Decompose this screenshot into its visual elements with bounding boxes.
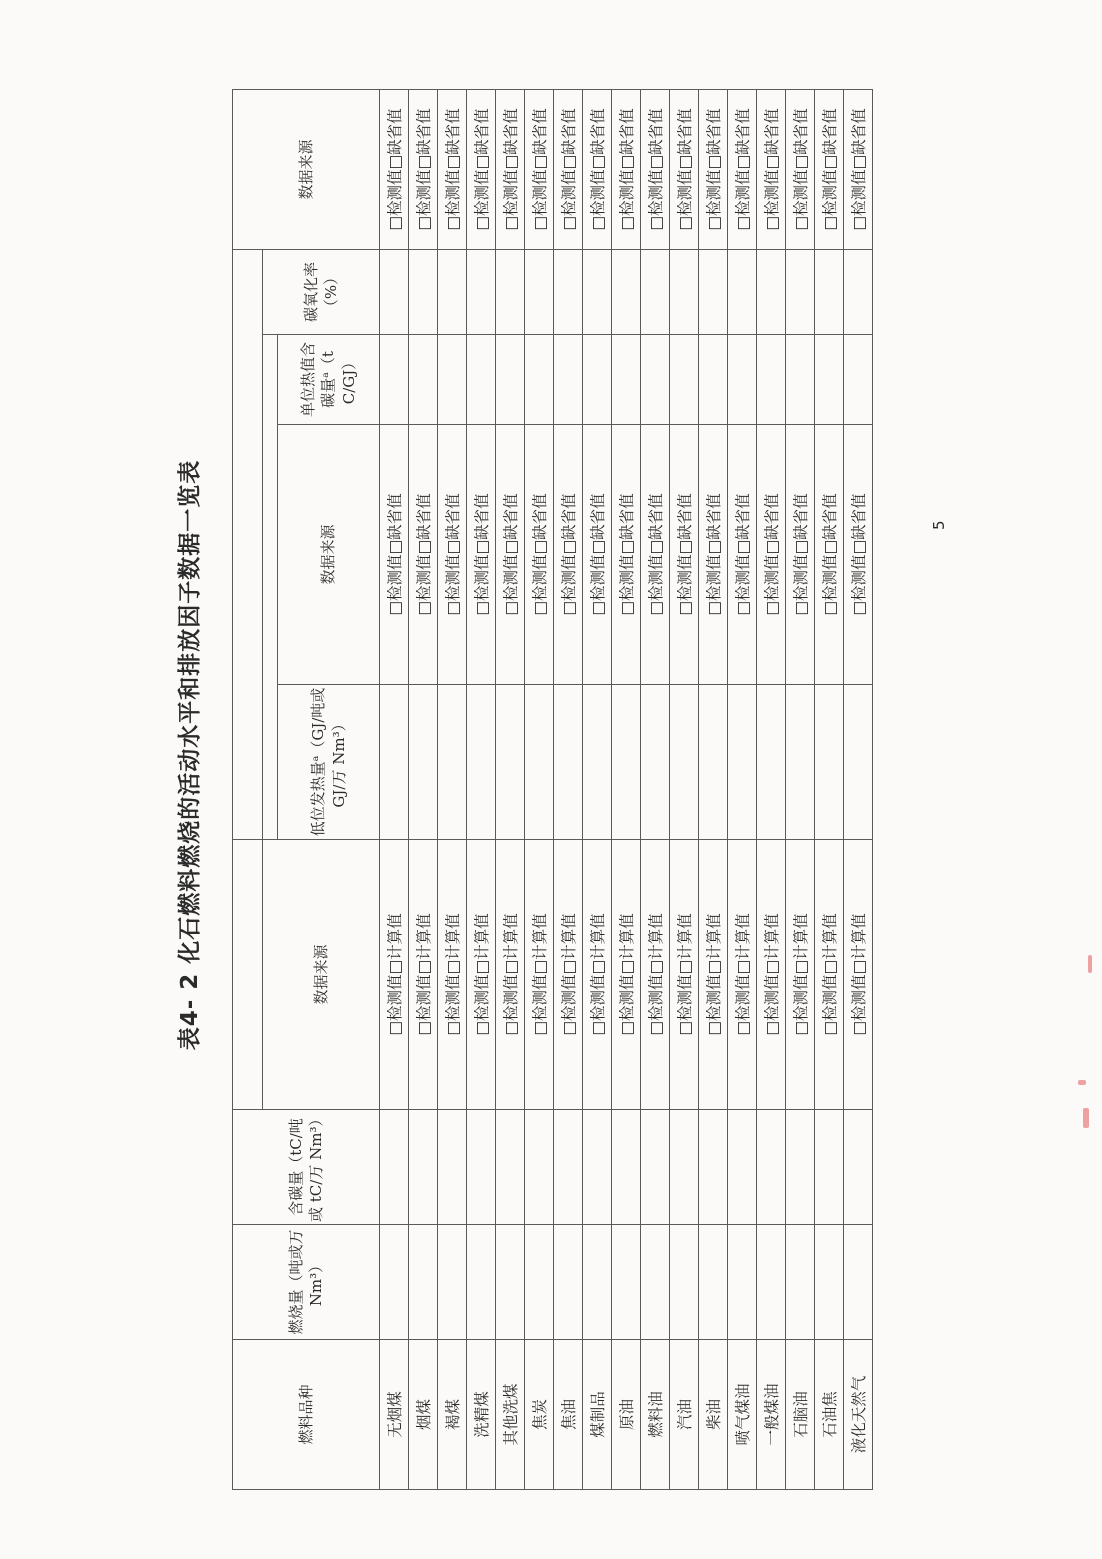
table-row bbox=[583, 90, 612, 1490]
carbon-content-cell bbox=[670, 1110, 699, 1225]
table-row bbox=[757, 90, 786, 1490]
source-option-cell[interactable]: □检测值□缺省值 bbox=[496, 425, 525, 685]
oxidation-rate-cell bbox=[699, 250, 728, 335]
ncv-cell bbox=[786, 685, 815, 840]
carbon-per-heat-cell bbox=[496, 335, 525, 425]
carbon-content-cell bbox=[554, 1110, 583, 1225]
source-option-cell[interactable]: □检测值□缺省值 bbox=[496, 90, 525, 250]
fuel-name-cell: 石脑油 bbox=[786, 1340, 815, 1490]
table-row bbox=[467, 90, 496, 1490]
carbon-per-heat-cell bbox=[815, 335, 844, 425]
carbon-per-heat-cell bbox=[757, 335, 786, 425]
source-option-cell[interactable]: □检测值□计算值 bbox=[496, 840, 525, 1110]
oxidation-rate-cell bbox=[612, 250, 641, 335]
consumption-cell bbox=[641, 1225, 670, 1340]
ncv-cell bbox=[844, 685, 873, 840]
source-option-cell[interactable]: □检测值□缺省值 bbox=[554, 90, 583, 250]
header-source-1: 数据来源 bbox=[263, 840, 380, 1110]
rotated-sheet bbox=[160, 20, 1060, 1490]
consumption-cell bbox=[786, 1225, 815, 1340]
source-option-cell[interactable]: □检测值□计算值 bbox=[525, 840, 554, 1110]
fuel-name-cell: 洗精煤 bbox=[467, 1340, 496, 1490]
ncv-cell bbox=[525, 685, 554, 840]
fuel-name-cell: 一般煤油 bbox=[757, 1340, 786, 1490]
carbon-per-heat-cell bbox=[583, 335, 612, 425]
source-option-cell[interactable]: □检测值□缺省值 bbox=[815, 90, 844, 250]
header-carbon-per-heat: 单位热值含碳量ᵃ（t C/GJ） bbox=[278, 335, 380, 425]
source-option-cell[interactable]: □检测值□缺省值 bbox=[844, 90, 873, 250]
fuel-name-cell: 柴油 bbox=[699, 1340, 728, 1490]
header-fuel-type: 燃料品种 bbox=[233, 1340, 380, 1490]
consumption-cell bbox=[380, 1225, 409, 1340]
fuel-name-cell: 煤制品 bbox=[583, 1340, 612, 1490]
carbon-per-heat-cell bbox=[844, 335, 873, 425]
table-row bbox=[409, 90, 438, 1490]
fuel-name-cell: 原油 bbox=[612, 1340, 641, 1490]
carbon-content-cell bbox=[699, 1110, 728, 1225]
consumption-cell bbox=[409, 1225, 438, 1340]
table-row bbox=[670, 90, 699, 1490]
source-option-cell[interactable]: □检测值□计算值 bbox=[612, 840, 641, 1110]
source-option-cell[interactable]: □检测值□缺省值 bbox=[438, 425, 467, 685]
oxidation-rate-cell bbox=[409, 250, 438, 335]
source-option-cell[interactable]: □检测值□计算值 bbox=[467, 840, 496, 1110]
source-option-cell[interactable]: □检测值□缺省值 bbox=[699, 425, 728, 685]
carbon-content-cell bbox=[612, 1110, 641, 1225]
source-option-cell[interactable]: □检测值□缺省值 bbox=[728, 425, 757, 685]
oxidation-rate-cell bbox=[380, 250, 409, 335]
table-row bbox=[815, 90, 844, 1490]
source-option-cell[interactable]: □检测值□缺省值 bbox=[612, 90, 641, 250]
source-option-cell[interactable]: □检测值□缺省值 bbox=[409, 90, 438, 250]
source-option-cell[interactable]: □检测值□缺省值 bbox=[525, 90, 554, 250]
fuel-data-table bbox=[232, 89, 873, 1490]
oxidation-rate-cell bbox=[728, 250, 757, 335]
header-empty-3 bbox=[263, 335, 278, 840]
carbon-per-heat-cell bbox=[728, 335, 757, 425]
page-number: 5 bbox=[930, 520, 948, 530]
source-option-cell[interactable]: □检测值□缺省值 bbox=[380, 425, 409, 685]
source-option-cell[interactable]: □检测值□计算值 bbox=[844, 840, 873, 1110]
table-row bbox=[525, 90, 554, 1490]
consumption-cell bbox=[612, 1225, 641, 1340]
fuel-name-cell: 无烟煤 bbox=[380, 1340, 409, 1490]
carbon-content-cell bbox=[641, 1110, 670, 1225]
consumption-cell bbox=[525, 1225, 554, 1340]
source-option-cell[interactable]: □检测值□计算值 bbox=[583, 840, 612, 1110]
source-option-cell[interactable]: □检测值□计算值 bbox=[554, 840, 583, 1110]
table-row bbox=[438, 90, 467, 1490]
fuel-name-cell: 其他洗煤 bbox=[496, 1340, 525, 1490]
table-body bbox=[380, 90, 873, 1490]
source-option-cell[interactable]: □检测值□缺省值 bbox=[583, 425, 612, 685]
carbon-content-cell bbox=[815, 1110, 844, 1225]
ncv-cell bbox=[641, 685, 670, 840]
source-option-cell[interactable]: □检测值□计算值 bbox=[815, 840, 844, 1110]
ncv-cell bbox=[380, 685, 409, 840]
source-option-cell[interactable]: □检测值□缺省值 bbox=[699, 90, 728, 250]
carbon-per-heat-cell bbox=[467, 335, 496, 425]
source-option-cell[interactable]: □检测值□计算值 bbox=[641, 840, 670, 1110]
header-empty-2 bbox=[233, 250, 263, 840]
carbon-content-cell bbox=[438, 1110, 467, 1225]
oxidation-rate-cell bbox=[525, 250, 554, 335]
carbon-per-heat-cell bbox=[525, 335, 554, 425]
source-option-cell[interactable]: □检测值□计算值 bbox=[757, 840, 786, 1110]
ncv-cell bbox=[757, 685, 786, 840]
source-option-cell[interactable]: □检测值□缺省值 bbox=[554, 425, 583, 685]
source-option-cell[interactable]: □检测值□缺省值 bbox=[728, 90, 757, 250]
header-source-4: 数据来源 bbox=[233, 90, 380, 250]
consumption-cell bbox=[815, 1225, 844, 1340]
oxidation-rate-cell bbox=[496, 250, 525, 335]
table-row bbox=[699, 90, 728, 1490]
fuel-name-cell: 焦炭 bbox=[525, 1340, 554, 1490]
consumption-cell bbox=[554, 1225, 583, 1340]
source-option-cell[interactable]: □检测值□缺省值 bbox=[670, 425, 699, 685]
oxidation-rate-cell bbox=[757, 250, 786, 335]
carbon-per-heat-cell bbox=[612, 335, 641, 425]
fuel-name-cell: 燃料油 bbox=[641, 1340, 670, 1490]
table-row bbox=[380, 90, 409, 1490]
source-option-cell[interactable]: □检测值□计算值 bbox=[670, 840, 699, 1110]
ncv-cell bbox=[496, 685, 525, 840]
oxidation-rate-cell bbox=[786, 250, 815, 335]
source-option-cell[interactable]: □检测值□缺省值 bbox=[641, 425, 670, 685]
fuel-name-cell: 焦油 bbox=[554, 1340, 583, 1490]
carbon-per-heat-cell bbox=[786, 335, 815, 425]
oxidation-rate-cell bbox=[670, 250, 699, 335]
consumption-cell bbox=[467, 1225, 496, 1340]
table-row bbox=[641, 90, 670, 1490]
source-option-cell[interactable]: □检测值□缺省值 bbox=[525, 425, 554, 685]
consumption-cell bbox=[699, 1225, 728, 1340]
fuel-name-cell: 褐煤 bbox=[438, 1340, 467, 1490]
table-row bbox=[728, 90, 757, 1490]
table-caption: 表4- 2 化石燃料燃烧的活动水平和排放因子数据一览表 bbox=[177, 459, 203, 1051]
source-option-cell[interactable]: □检测值□缺省值 bbox=[467, 425, 496, 685]
fuel-name-cell: 喷气煤油 bbox=[728, 1340, 757, 1490]
carbon-per-heat-cell bbox=[380, 335, 409, 425]
source-option-cell[interactable]: □检测值□缺省值 bbox=[757, 425, 786, 685]
ncv-cell bbox=[583, 685, 612, 840]
source-option-cell[interactable]: □检测值□计算值 bbox=[786, 840, 815, 1110]
fuel-name-cell: 石油焦 bbox=[815, 1340, 844, 1490]
table-row bbox=[786, 90, 815, 1490]
carbon-content-cell bbox=[728, 1110, 757, 1225]
consumption-cell bbox=[583, 1225, 612, 1340]
carbon-content-cell bbox=[496, 1110, 525, 1225]
scan-mark bbox=[1083, 1108, 1089, 1128]
source-option-cell[interactable]: □检测值□缺省值 bbox=[641, 90, 670, 250]
scan-mark bbox=[1078, 1080, 1086, 1085]
table-container bbox=[232, 90, 873, 1490]
carbon-content-cell bbox=[525, 1110, 554, 1225]
oxidation-rate-cell bbox=[815, 250, 844, 335]
carbon-content-cell bbox=[409, 1110, 438, 1225]
oxidation-rate-cell bbox=[844, 250, 873, 335]
carbon-per-heat-cell bbox=[641, 335, 670, 425]
consumption-cell bbox=[496, 1225, 525, 1340]
carbon-content-cell bbox=[757, 1110, 786, 1225]
source-option-cell[interactable]: □检测值□缺省值 bbox=[380, 90, 409, 250]
consumption-cell bbox=[728, 1225, 757, 1340]
ncv-cell bbox=[438, 685, 467, 840]
fuel-name-cell: 烟煤 bbox=[409, 1340, 438, 1490]
source-option-cell[interactable]: □检测值□缺省值 bbox=[815, 425, 844, 685]
header-consumption: 燃烧量（吨或万 Nm³） bbox=[233, 1225, 380, 1340]
ncv-cell bbox=[467, 685, 496, 840]
ncv-cell bbox=[670, 685, 699, 840]
oxidation-rate-cell bbox=[467, 250, 496, 335]
header-carbon-content: 含碳量（tC/吨或 tC/万 Nm³） bbox=[233, 1110, 380, 1225]
ncv-cell bbox=[554, 685, 583, 840]
source-option-cell[interactable]: □检测值□缺省值 bbox=[786, 90, 815, 250]
carbon-per-heat-cell bbox=[409, 335, 438, 425]
source-option-cell[interactable]: □检测值□缺省值 bbox=[438, 90, 467, 250]
source-option-cell[interactable]: □检测值□缺省值 bbox=[786, 425, 815, 685]
carbon-per-heat-cell bbox=[554, 335, 583, 425]
source-option-cell[interactable]: □检测值□缺省值 bbox=[409, 425, 438, 685]
source-option-cell[interactable]: □检测值□缺省值 bbox=[757, 90, 786, 250]
header-source-2: 数据来源 bbox=[278, 425, 380, 685]
table-row bbox=[612, 90, 641, 1490]
carbon-per-heat-cell bbox=[438, 335, 467, 425]
carbon-per-heat-cell bbox=[670, 335, 699, 425]
ncv-cell bbox=[815, 685, 844, 840]
ncv-cell bbox=[612, 685, 641, 840]
oxidation-rate-cell bbox=[438, 250, 467, 335]
source-option-cell[interactable]: □检测值□缺省值 bbox=[467, 90, 496, 250]
scan-mark bbox=[1088, 955, 1092, 973]
table-row bbox=[844, 90, 873, 1490]
ncv-cell bbox=[699, 685, 728, 840]
table-row bbox=[496, 90, 525, 1490]
source-option-cell[interactable]: □检测值□缺省值 bbox=[670, 90, 699, 250]
fuel-name-cell: 液化天然气 bbox=[844, 1340, 873, 1490]
carbon-content-cell bbox=[467, 1110, 496, 1225]
oxidation-rate-cell bbox=[554, 250, 583, 335]
source-option-cell[interactable]: □检测值□计算值 bbox=[699, 840, 728, 1110]
consumption-cell bbox=[757, 1225, 786, 1340]
source-option-cell[interactable]: □检测值□缺省值 bbox=[612, 425, 641, 685]
carbon-content-cell bbox=[583, 1110, 612, 1225]
source-option-cell[interactable]: □检测值□缺省值 bbox=[583, 90, 612, 250]
consumption-cell bbox=[670, 1225, 699, 1340]
header-oxidation-rate: 碳氧化率（%） bbox=[263, 250, 380, 335]
source-option-cell[interactable]: □检测值□计算值 bbox=[728, 840, 757, 1110]
fuel-name-cell: 汽油 bbox=[670, 1340, 699, 1490]
ncv-cell bbox=[728, 685, 757, 840]
carbon-content-cell bbox=[844, 1110, 873, 1225]
source-option-cell[interactable]: □检测值□计算值 bbox=[438, 840, 467, 1110]
carbon-content-cell bbox=[786, 1110, 815, 1225]
source-option-cell[interactable]: □检测值□计算值 bbox=[380, 840, 409, 1110]
source-option-cell[interactable]: □检测值□缺省值 bbox=[844, 425, 873, 685]
consumption-cell bbox=[844, 1225, 873, 1340]
consumption-cell bbox=[438, 1225, 467, 1340]
source-option-cell[interactable]: □检测值□计算值 bbox=[409, 840, 438, 1110]
oxidation-rate-cell bbox=[583, 250, 612, 335]
carbon-content-cell bbox=[380, 1110, 409, 1225]
oxidation-rate-cell bbox=[641, 250, 670, 335]
header-empty-1 bbox=[233, 840, 263, 1110]
table-row bbox=[554, 90, 583, 1490]
carbon-per-heat-cell bbox=[699, 335, 728, 425]
ncv-cell bbox=[409, 685, 438, 840]
header-ncv: 低位发热量ᵃ（GJ/吨或 GJ/万 Nm³） bbox=[278, 685, 380, 840]
